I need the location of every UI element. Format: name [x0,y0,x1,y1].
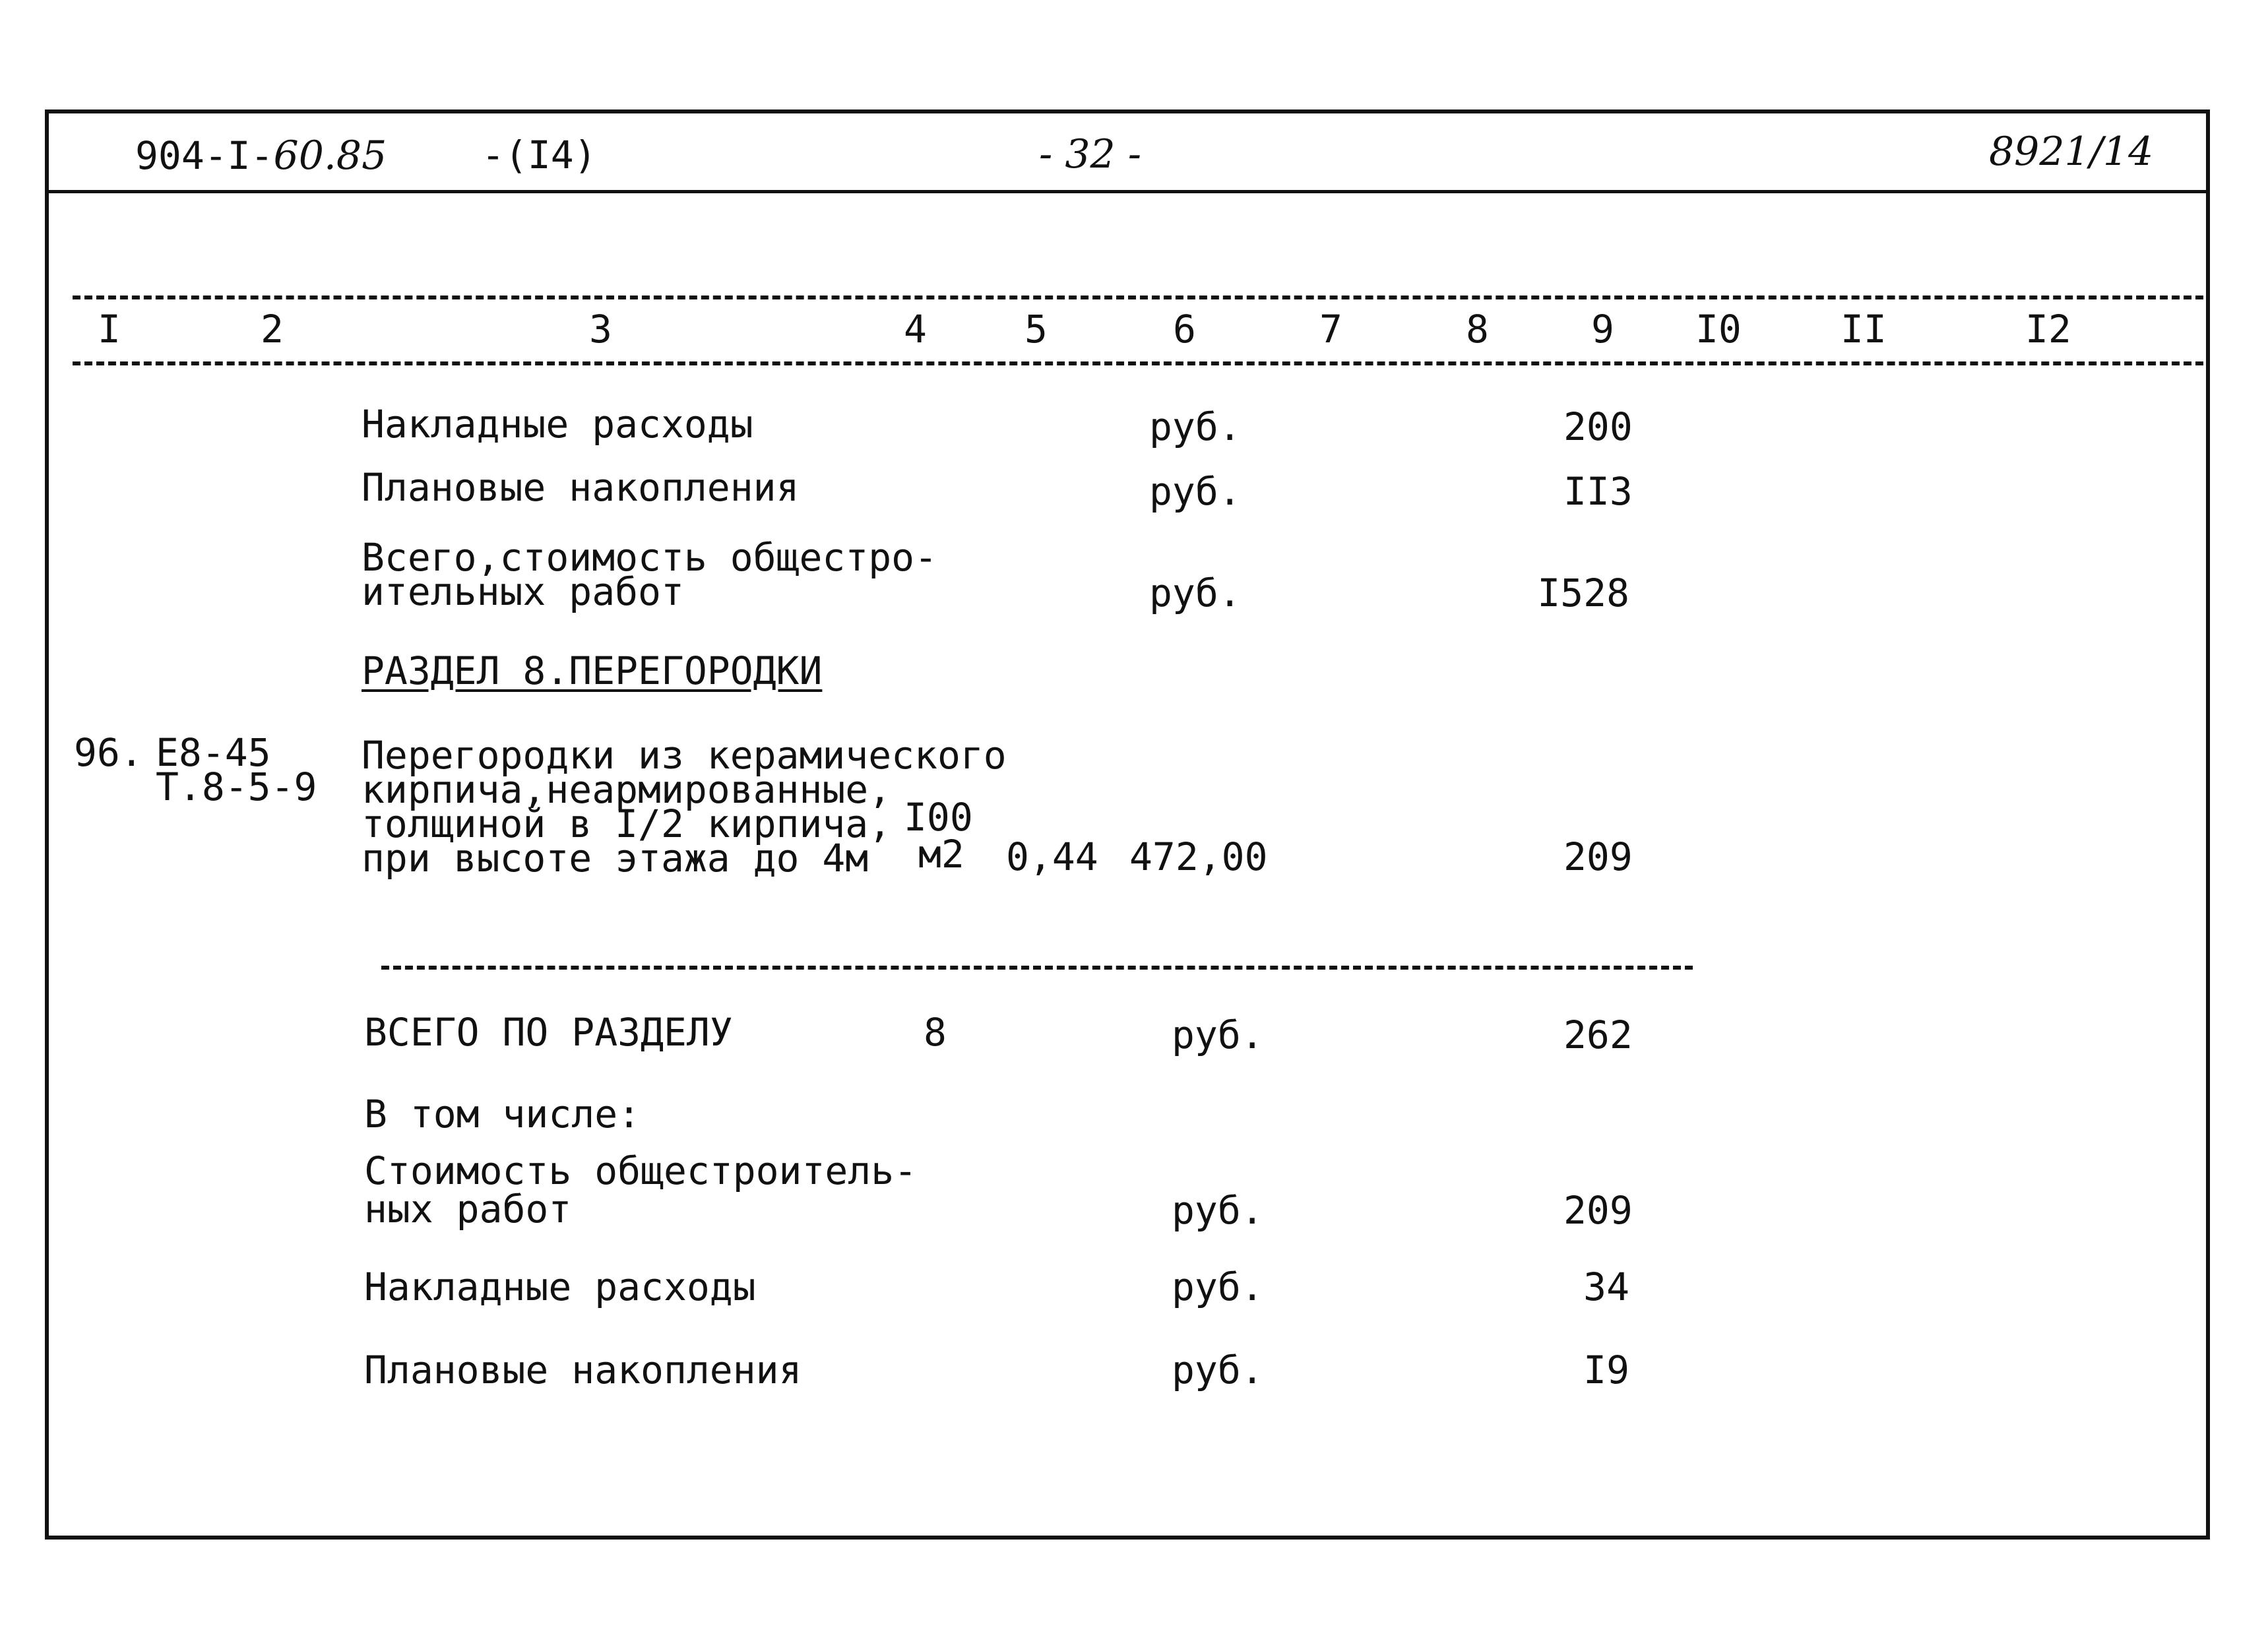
item-96-name-line2: кирпича,неармированные, [362,767,892,812]
total-cost-1-name-line1: Всего,стоимость общестро- [362,535,937,580]
frame-bottom-line [46,1536,2210,1540]
item-96-number: 96. [74,730,143,775]
savings-2-unit: руб. [1172,1348,1264,1392]
item-96-unit-line2: м2 [918,832,964,877]
col-header-11: II [1841,307,1887,352]
overhead-2-total: 34 [1583,1264,1629,1309]
savings-1-unit: руб. [1149,469,1242,514]
col-header-6: 6 [1173,307,1196,352]
including-label: В том числе: [364,1092,641,1137]
col-header-9: 9 [1591,307,1614,352]
frame-header-separator [46,190,2210,193]
savings-1-name: Плановые накопления [362,465,800,510]
construction-cost-total: 209 [1563,1188,1633,1233]
col-header-3: 3 [589,307,612,352]
col-header-8: 8 [1466,307,1489,352]
section-total-unit: руб. [1172,1012,1264,1057]
frame-top-line [46,109,2210,113]
sheet-code: -(I4) [482,133,597,177]
page-number: - 32 - [1039,131,1142,177]
total-cost-1-unit: руб. [1149,571,1242,615]
col-header-12: I2 [2025,307,2071,352]
overhead-1-unit: руб. [1149,404,1242,449]
overhead-2-name: Накладные расходы [364,1264,756,1309]
overhead-2-unit: руб. [1172,1264,1264,1309]
overhead-1-total: 200 [1563,404,1633,449]
col-header-5: 5 [1024,307,1048,352]
item-96-name-line1: Перегородки из керамического [362,733,1007,778]
item-96-code-line2: Т.8-5-9 [156,764,317,809]
construction-cost-name-line2: ных работ [364,1187,572,1231]
total-cost-1-name-line2: ительных работ [362,569,684,614]
col-header-10: I0 [1695,307,1742,352]
item-96-quantity: 0,44 [1006,834,1098,879]
item-96-unit-line1: I00 [904,795,973,840]
col-header-2: 2 [261,307,284,352]
section-total-name: ВСЕГО ПО РАЗДЕЛУ [364,1010,733,1055]
item-96-total: 209 [1563,834,1633,879]
doc-code-prefix: 904-I- [135,133,274,178]
frame-left-line [45,109,49,1540]
overhead-1-name: Накладные расходы [362,402,753,447]
item-96-name-line3: толщиной в I/2 кирпича, [362,801,892,846]
section-title: РАЗДЕЛ 8.ПЕРЕГОРОДКИ [362,648,823,693]
savings-2-name: Плановые накопления [364,1348,802,1392]
construction-cost-unit: руб. [1172,1188,1264,1233]
header-dash-bottom [73,361,2203,365]
savings-1-total: II3 [1563,469,1633,514]
col-header-1: I [98,307,121,352]
doc-code-handwritten: 60.85 [273,133,387,179]
savings-2-total: I9 [1583,1348,1629,1392]
col-header-7: 7 [1319,307,1342,352]
section-total-number: 8 [924,1010,947,1055]
doc-code [135,133,387,179]
archive-number: 8921/14 [1989,129,2154,175]
header-dash-top [73,296,2203,299]
item-96-name-line4: при высоте этажа до 4м [362,836,869,881]
section-total-total: 262 [1563,1012,1633,1057]
total-cost-1-total: I528 [1537,571,1629,615]
frame-right-line [2206,109,2210,1540]
section-total-separator [381,966,1693,970]
item-96-code-line1: Е8-45 [156,730,271,775]
construction-cost-name-line1: Стоимость общестроитель- [364,1148,918,1193]
item-96-price: 472,00 [1129,834,1268,879]
col-header-4: 4 [904,307,927,352]
